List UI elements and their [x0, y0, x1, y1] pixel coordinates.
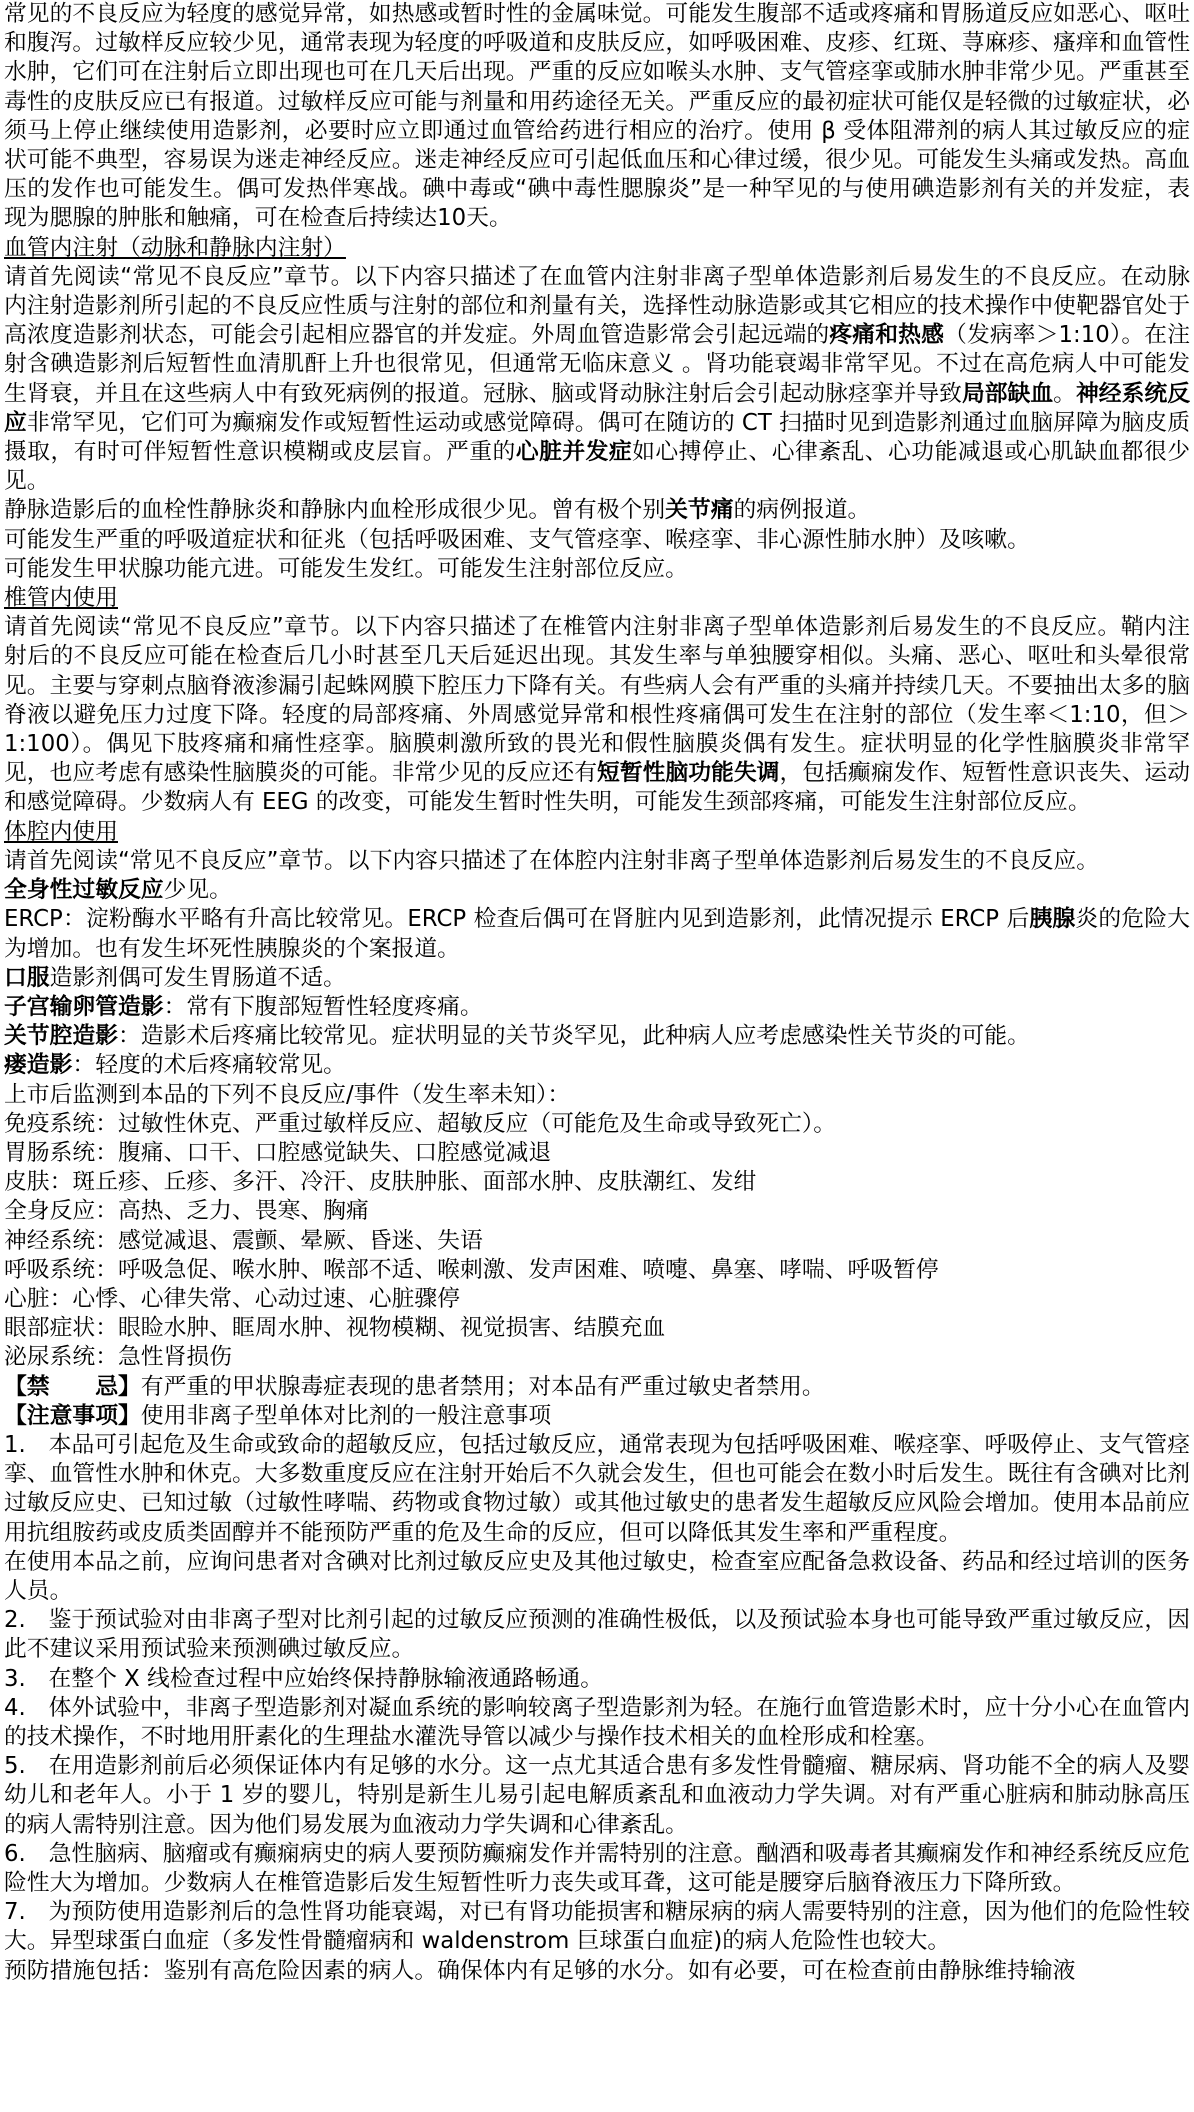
contraindications	[4, 1373, 1190, 1402]
intravascular-respiratory	[4, 526, 1190, 555]
text-run: 7. 为预防使用造影剂后的急性肾功能衰竭，对已有肾功能损害和糖尿病的病人需要特别的注意，因为他们的危险性较大。异型球蛋白血症（多发性骨髓瘤病和 waldenstrom 巨球蛋白血症)的病人危险性也较大。	[4, 1899, 1190, 1955]
precaution-6	[4, 1840, 1190, 1898]
postmarketing-intro	[4, 1081, 1190, 1110]
bold-term: 【注意事项】	[4, 1402, 141, 1429]
precaution-3	[4, 1665, 1190, 1694]
precaution-7-prevention	[4, 1957, 1190, 1986]
postmarketing-cardiac	[4, 1285, 1190, 1314]
text-run: 椎管内使用	[4, 585, 118, 612]
text-run: ，包括癫痫发作、短暂性意识丧失、运动和感觉障碍。少数病人有 EEG 的改变，可能发生暂时性失明，可能发生颈部疼痛，可能发生注射部位反应。	[4, 760, 1191, 816]
body-cavity-ercp	[4, 905, 1190, 963]
bold-term: 【禁 忌】	[4, 1373, 141, 1400]
text-run: ：造影术后疼痛比较常见。症状明显的关节炎罕见，此种病人应考虑感染性关节炎的可能。	[117, 1023, 1030, 1050]
bold-term: 关节痛	[665, 497, 734, 524]
text-run: 血管内注射（动脉和静脉内注射）	[4, 234, 346, 261]
precaution-1-continued	[4, 1548, 1190, 1606]
text-run: 如心搏停止、心律紊乱、心功能减退或心肌缺血都很少见。	[4, 439, 1191, 495]
body-cavity-systemic	[4, 876, 1190, 905]
text-run: （发病率＞1:10）。在注射含碘造影剂后短暂性血清肌酐上升也很常见，但通常无临床意义 。肾功能衰竭非常罕见。不过在高危病人中可能发生肾衰，并且在这些病人中有致死病例的报道。冠脉、脑或肾动脉注射后会引起动脉痉挛并导致	[4, 322, 1191, 407]
text-run: 呼吸系统：呼吸急促、喉水肿、喉部不适、喉刺激、发声困难、喷嚏、鼻塞、哮喘、呼吸暂停	[4, 1256, 939, 1283]
precautions-title	[4, 1402, 1190, 1431]
text-run: 免疫系统：过敏性休克、严重过敏样反应、超敏反应（可能危及生命或导致死亡）。	[4, 1110, 837, 1137]
postmarketing-respiratory	[4, 1256, 1190, 1285]
postmarketing-immune	[4, 1110, 1190, 1139]
text-run: 的病例报道。	[733, 497, 871, 524]
section-heading-intravascular	[4, 234, 1190, 263]
postmarketing-gi	[4, 1139, 1190, 1168]
postmarketing-eye	[4, 1314, 1190, 1343]
text-run: 3. 在整个 X 线检查过程中应始终保持静脉输液通路畅通。	[4, 1665, 603, 1692]
text-run: 6. 急性脑病、脑瘤或有癫痫病史的病人要预防癫痫发作并需特别的注意。酗酒和吸毒者其癫痫发作和神经系统反应危险性大为增加。少数病人在椎管造影后发生短暂性听力丧失或耳聋，这可能是腰穿后脑脊液压力下降所致。	[4, 1840, 1190, 1896]
text-run: 全身反应：高热、乏力、畏寒、胸痛	[4, 1198, 369, 1225]
postmarketing-urinary	[4, 1343, 1190, 1372]
text-run: 5. 在用造影剂前后必须保证体内有足够的水分。这一点尤其适合患有多发性骨髓瘤、糖尿病、肾功能不全的病人及婴幼儿和老年人。小于 1 岁的婴儿，特别是新生儿易引起电解质紊乱和血液动力学失调。对有严重心脏病和肺动脉高压的病人需特别注意。因为他们易发展为血液动力学失调和心律紊乱。	[4, 1753, 1190, 1838]
body-cavity-intro	[4, 847, 1190, 876]
text-run: 可能发生严重的呼吸道症状和征兆（包括呼吸困难、支气管痉挛、喉痉挛、非心源性肺水肿）及咳嗽。	[4, 526, 1030, 553]
precaution-1	[4, 1431, 1190, 1548]
text-run: 体腔内使用	[4, 818, 118, 845]
text-run: 2. 鉴于预试验对由非离子型对比剂引起的过敏反应预测的准确性极低，以及预试验本身也可能导致严重过敏反应，因此不建议采用预试验来预测碘过敏反应。	[4, 1607, 1190, 1663]
postmarketing-skin	[4, 1168, 1190, 1197]
text-run: ：轻度的术后疼痛较常见。	[72, 1052, 346, 1079]
precaution-4	[4, 1694, 1190, 1752]
text-run: 造影剂偶可发生胃肠道不适。	[49, 964, 346, 991]
text-run: 请首先阅读“常见不良反应”章节。以下内容只描述了在椎管内注射非离子型单体造影剂后易发生的不良反应。鞘内注射后的不良反应可能在检查后几小时甚至几天后延迟出现。其发生率与单独腰穿相似。头痛、恶心、呕吐和头晕很常见。主要与穿刺点脑脊液渗漏引起蛛网膜下腔压力下降有关。有些病人会有严重的头痛并持续几天。不要抽出太多的脑脊液以避免压力过度下降。轻度的局部疼痛、外周感觉异常和根性疼痛偶可发生在注射的部位（发生率＜1:10，但＞1:100）。偶见下肢疼痛和痛性痉挛。脑膜刺激所致的畏光和假性脑膜炎偶有发生。症状明显的化学性脑膜炎非常罕见，也应考虑有感染性脑膜炎的可能。非常少见的反应还有	[4, 614, 1190, 787]
text-run: ERCP：淀粉酶水平略有升高比较常见。ERCP 检查后偶可在肾脏内见到造影剂，此情况提示 ERCP 后	[4, 906, 1030, 933]
text-run: 眼部症状：眼睑水肿、眶周水肿、视物模糊、视觉损害、结膜充血	[4, 1315, 666, 1342]
bold-term: 短暂性脑功能失调	[597, 760, 780, 787]
text-run: 预防措施包括：鉴别有高危险因素的病人。确保体内有足够的水分。如有必要，可在检查前由静脉维持输液	[4, 1957, 1076, 1984]
precaution-7	[4, 1898, 1190, 1956]
intravascular-thyroid	[4, 555, 1190, 584]
bold-term: 子宫输卵管造影	[4, 993, 164, 1020]
text-run: 静脉造影后的血栓性静脉炎和静脉内血栓形成很少见。曾有极个别	[4, 497, 666, 524]
postmarketing-nervous	[4, 1227, 1190, 1256]
intravascular-intro	[4, 263, 1190, 497]
text-run: 炎的危险大为增加。也有发生坏死性胰腺炎的个案报道。	[4, 906, 1191, 962]
text-run: 有严重的甲状腺毒症表现的患者禁用；对本品有严重过敏史者禁用。	[140, 1373, 825, 1400]
body-cavity-arthrography	[4, 1022, 1190, 1051]
adverse-paragraph-general	[4, 0, 1190, 234]
postmarketing-general	[4, 1197, 1190, 1226]
text-run: 泌尿系统：急性肾损伤	[4, 1344, 232, 1371]
body-cavity-oral	[4, 964, 1190, 993]
bold-term: 神经系统反应	[4, 380, 1191, 436]
text-run: 非常罕见，它们可为癫痫发作或短暂性运动或感觉障碍。偶可在随访的 CT 扫描时见到造影剂通过血脑屏障为脑皮质摄取，有时可伴短暂性意识模糊或皮层盲。严重的	[4, 409, 1191, 466]
text-run: 常见的不良反应为轻度的感觉异常，如热感或暂时性的金属味觉。可能发生腹部不适或疼痛和胃肠道反应如恶心、呕吐和腹泻。过敏样反应较少见，通常表现为轻度的呼吸道和皮肤反应，如呼吸困难、皮疹、红斑、荨麻疹、瘙痒和血管性水肿，它们可在注射后立即出现也可在几天后出现。严重的反应如喉头水肿、支气管痉挛或肺水肿非常少见。严重甚至毒性的皮肤反应已有报道。过敏样反应可能与剂量和用药途径无关。严重反应的最初症状可能仅是轻微的过敏症状，必须马上停止继续使用造影剂，必要时应立即通过血管给药进行相应的治疗。使用 β 受体阻滞剂的病人其过敏反应的症状可能不典型，容易误为迷走神经反应。迷走神经反应可引起低血压和心律过缓，很少见。可能发生头痛或发热。高血压的发作也可能发生。偶可发热伴寒战。碘中毒或“碘中毒性腮腺炎”是一种罕见的与使用碘造影剂有关的并发症，表现为腮腺的肿胀和触痛，可在检查后持续达10天。	[4, 1, 1190, 232]
intrathecal-paragraph	[4, 613, 1190, 817]
bold-term: 关节腔造影	[4, 1023, 118, 1050]
section-heading-body-cavity	[4, 818, 1190, 847]
text-run: 皮肤：斑丘疹、丘疹、多汗、冷汗、皮肤肿胀、面部水肿、皮肤潮红、发绀	[4, 1169, 757, 1196]
bold-term: 疼痛和热感	[829, 322, 945, 349]
bold-term: 心脏并发症	[515, 439, 633, 466]
text-run: 胃肠系统：腹痛、口干、口腔感觉缺失、口腔感觉减退	[4, 1139, 552, 1166]
text-run: 4. 体外试验中，非离子型造影剂对凝血系统的影响较离子型造影剂为轻。在施行血管造影术时，应十分小心在血管内的技术操作，不时地用肝素化的生理盐水灌洗导管以减少与操作技术相关的血栓形成和栓塞。	[4, 1694, 1190, 1750]
bold-term: 口服	[4, 964, 50, 991]
intravascular-thrombophlebitis	[4, 496, 1190, 525]
text-run: 心脏：心悸、心律失常、心动过速、心脏骤停	[4, 1285, 460, 1312]
precaution-2	[4, 1606, 1190, 1664]
text-run: 在使用本品之前，应询问患者对含碘对比剂过敏反应史及其他过敏史，检查室应配备急救设备、药品和经过培训的医务人员。	[4, 1548, 1190, 1604]
bold-term: 胰腺	[1029, 906, 1076, 933]
body-cavity-hsg	[4, 993, 1190, 1022]
text-run: ：常有下腹部短暂性轻度疼痛。	[163, 993, 483, 1020]
text-run: 少见。	[163, 877, 232, 904]
text-run: 神经系统：感觉减退、震颤、晕厥、昏迷、失语	[4, 1227, 483, 1254]
text-run: 可能发生甲状腺功能亢进。可能发生发红。可能发生注射部位反应。	[4, 555, 688, 582]
text-run: 使用非离子型单体对比剂的一般注意事项	[140, 1402, 552, 1429]
section-heading-intrathecal	[4, 584, 1190, 613]
body-cavity-fistulography	[4, 1051, 1190, 1080]
text-run: 请首先阅读“常见不良反应”章节。以下内容只描述了在血管内注射非离子型单体造影剂后易发生的不良反应。在动脉内注射造影剂所引起的不良反应性质与注射的部位和剂量有关，选择性动脉造影或其它相应的技术操作中使靶器官处于高浓度造影剂状态，可能会引起相应器官的并发症。外周血管造影常会引起远端的	[4, 263, 1190, 349]
text-run: 。	[1053, 380, 1076, 407]
precaution-5	[4, 1752, 1190, 1840]
bold-term: 瘘造影	[4, 1052, 73, 1079]
text-run: 1. 本品可引起危及生命或致命的超敏反应，包括过敏反应，通常表现为包括呼吸困难、喉痉挛、呼吸停止、支气管痉挛、血管性水肿和休克。大多数重度反应在注射开始后不久就会发生，但也可能会在数小时后发生。既往有含碘对比剂过敏反应史、已知过敏（过敏性哮喘、药物或食物过敏）或其他过敏史的患者发生超敏反应风险会增加。使用本品前应用抗组胺药或皮质类固醇并不能预防严重的危及生命的反应，但可以降低其发生率和严重程度。	[4, 1431, 1190, 1546]
bold-term: 局部缺血	[961, 380, 1054, 407]
bold-term: 全身性过敏反应	[4, 877, 164, 904]
text-run: 上市后监测到本品的下列不良反应/事件（发生率未知）：	[4, 1081, 571, 1108]
text-run: 请首先阅读“常见不良反应”章节。以下内容只描述了在体腔内注射非离子型单体造影剂后易发生的不良反应。	[4, 847, 1100, 874]
